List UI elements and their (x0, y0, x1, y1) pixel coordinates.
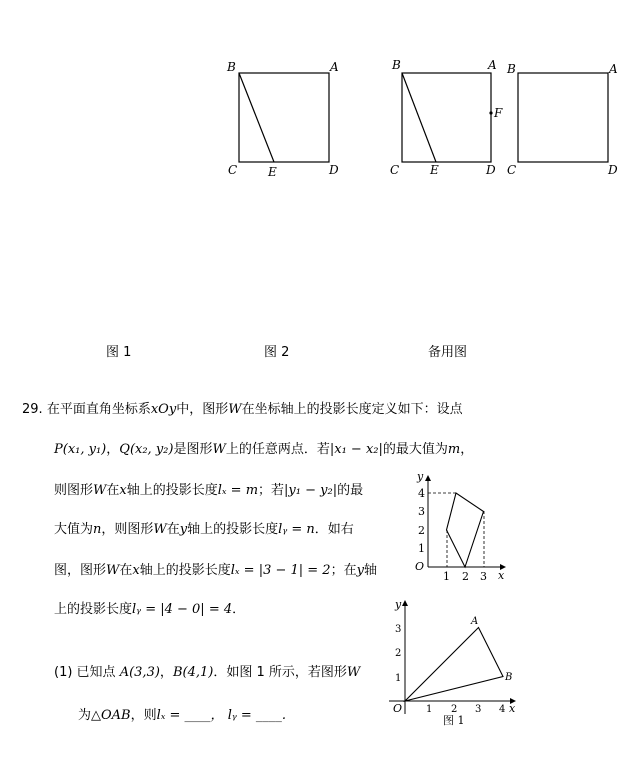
problem-number: 29. (22, 402, 43, 417)
fig1-label-B: B (227, 60, 236, 74)
point-B-label: B (505, 672, 513, 683)
question-1-line-1: (1) 已知点 A(3,3)，B(4,1)．如图 1 所示，若图形W (54, 665, 361, 680)
fig3-label-A: A (609, 62, 618, 76)
point-F (489, 111, 492, 114)
x-tick-1: 1 (426, 704, 433, 715)
fig1-label-C: C (228, 163, 238, 177)
problem-line-2: P(x₁, y₁)，Q(x₂, y₂)是图形W上的任意两点．若|x₁ − x₂|的最大值为m， (54, 442, 474, 457)
caption-fig1: 图 1 (106, 345, 132, 360)
polygon-w (447, 493, 484, 567)
fig1-label-A: A (330, 60, 339, 74)
caption-spare: 备用图 (428, 345, 468, 360)
fig2-label-F: F (494, 106, 503, 120)
fig3-label-D: D (608, 163, 618, 177)
question-1-line-2: 为△OAB，则lₓ = ____， lᵧ = ____. (78, 708, 287, 723)
fig2-label-C: C (390, 163, 400, 177)
fig2-label-E: E (430, 163, 439, 177)
graph-polygon-w (405, 470, 510, 588)
fig2-label-D: D (486, 163, 496, 177)
spare-square (518, 73, 608, 162)
triangle-oab (405, 628, 503, 702)
x-tick-2: 2 (451, 704, 458, 715)
top-figures (0, 0, 624, 200)
caption-fig2: 图 2 (264, 345, 290, 360)
y-tick-2: 2 (395, 648, 402, 659)
figure-2-square (402, 73, 491, 162)
y-tick-3: 3 (395, 624, 402, 635)
y-tick-2: 2 (418, 524, 425, 537)
fig2-label-B: B (392, 58, 401, 72)
y-tick-1: 1 (418, 542, 425, 555)
x-tick-3: 3 (480, 570, 487, 583)
problem-line-6: 上的投影长度lᵧ = |4 − 0| = 4． (54, 602, 246, 617)
fig3-label-B: B (507, 62, 516, 76)
problem-line-5: 图，图形W在x轴上的投影长度lₓ = |3 − 1| = 2；在y轴 (54, 563, 377, 578)
fig3-label-C: C (507, 163, 517, 177)
y-tick-3: 3 (418, 505, 425, 518)
y-tick-1: 1 (395, 673, 402, 684)
x-tick-2: 2 (462, 570, 469, 583)
problem-line-1: 29. 在平面直角坐标系xOy中，图形W在坐标轴上的投影长度定义如下：设点 (22, 402, 463, 417)
x-tick-4: 4 (499, 704, 506, 715)
origin-label: O (415, 560, 425, 573)
x-axis-label: x (498, 569, 505, 582)
point-A-label: A (471, 616, 479, 627)
problem-line-3: 则图形W在x轴上的投影长度lₓ = m；若|y₁ − y₂|的最 (54, 483, 364, 498)
graph-caption: 图 1 (443, 714, 465, 727)
x-tick-1: 1 (443, 570, 450, 583)
fig1-label-E: E (268, 165, 277, 179)
x-axis-label: x (509, 702, 516, 715)
x-tick-3: 3 (475, 704, 482, 715)
graph-triangle-oab (385, 596, 520, 736)
problem-line-4: 大值为n，则图形W在y轴上的投影长度lᵧ = n．如右 (54, 522, 354, 537)
figure-1-square (239, 73, 329, 162)
origin-label: O (393, 702, 403, 715)
fig1-label-D: D (329, 163, 339, 177)
y-axis-label: y (417, 470, 424, 483)
y-tick-4: 4 (418, 487, 425, 500)
fig2-label-A: A (488, 58, 497, 72)
y-axis-label: y (395, 598, 402, 611)
dashed-guides (428, 493, 484, 567)
